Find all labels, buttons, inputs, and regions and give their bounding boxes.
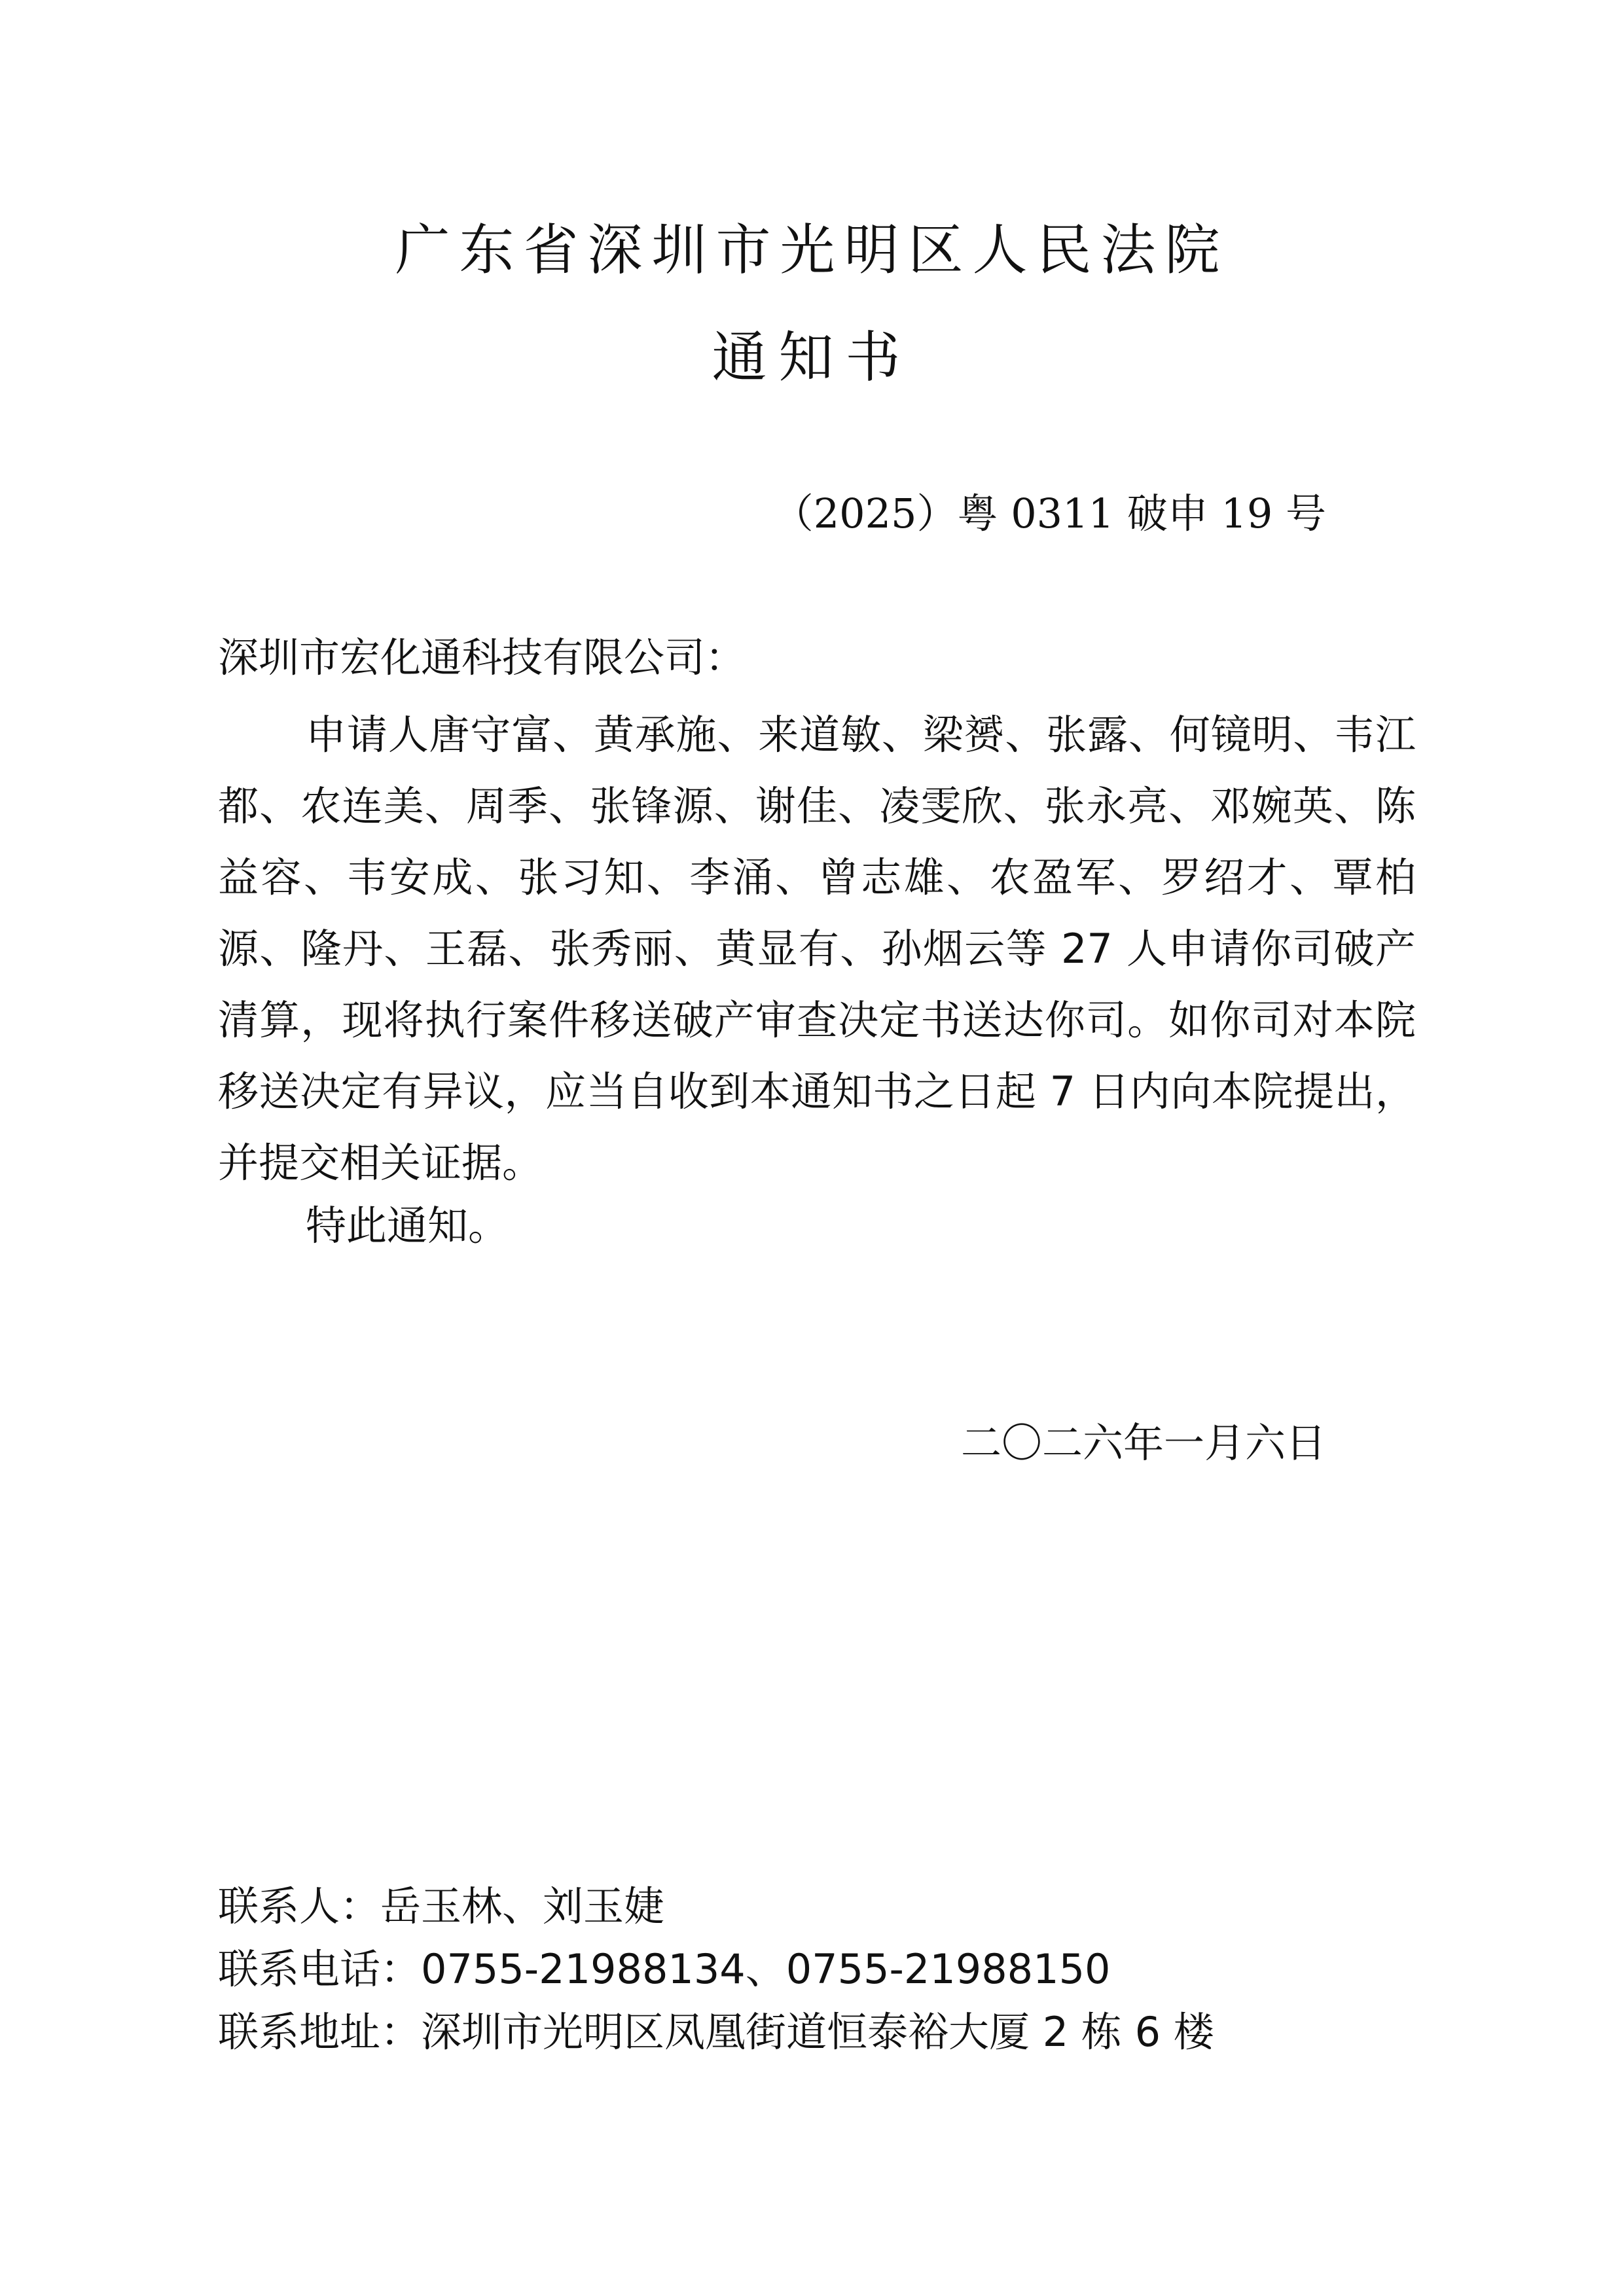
contact-address: 联系地址：深圳市光明区凤凰街道恒泰裕大厦 2 栋 6 楼: [218, 2008, 1214, 2056]
contact-phone: 联系电话：0755-21988134、0755-21988150: [218, 1945, 1111, 1993]
recipient: 深圳市宏化通科技有限公司：: [218, 634, 746, 681]
issue-date: 二〇二六年一月六日: [960, 1419, 1326, 1467]
notice-body-paragraph: 申请人唐守富、黄承施、来道敏、梁赟、张露、何镜明、韦江都、农连美、周季、张锋源、谢佳、凌雯欣、张永亮、邓婉英、陈益容、韦安成、张习知、李涌、曾志雄、农盈军、罗绍才、覃柏源、隆丹、王磊、张秀丽、黄显有、孙烟云等 27 人申请你司破产清算，现将执行案件移送破产审查决定书送达你司。如你司对本院移送决定有异议，应当自收到本通知书之日起 7 日内向本院提出，并提交相关证据。: [218, 711, 1416, 1187]
closing-line: 特此通知。: [306, 1202, 509, 1249]
contact-person: 联系人：岳玉林、刘玉婕: [218, 1882, 665, 1930]
case-number: （2025）粤 0311 破申 19 号: [772, 490, 1326, 537]
document-title: 通知书: [712, 325, 912, 389]
court-name: 广东省深圳市光明区人民法院: [395, 218, 1229, 282]
